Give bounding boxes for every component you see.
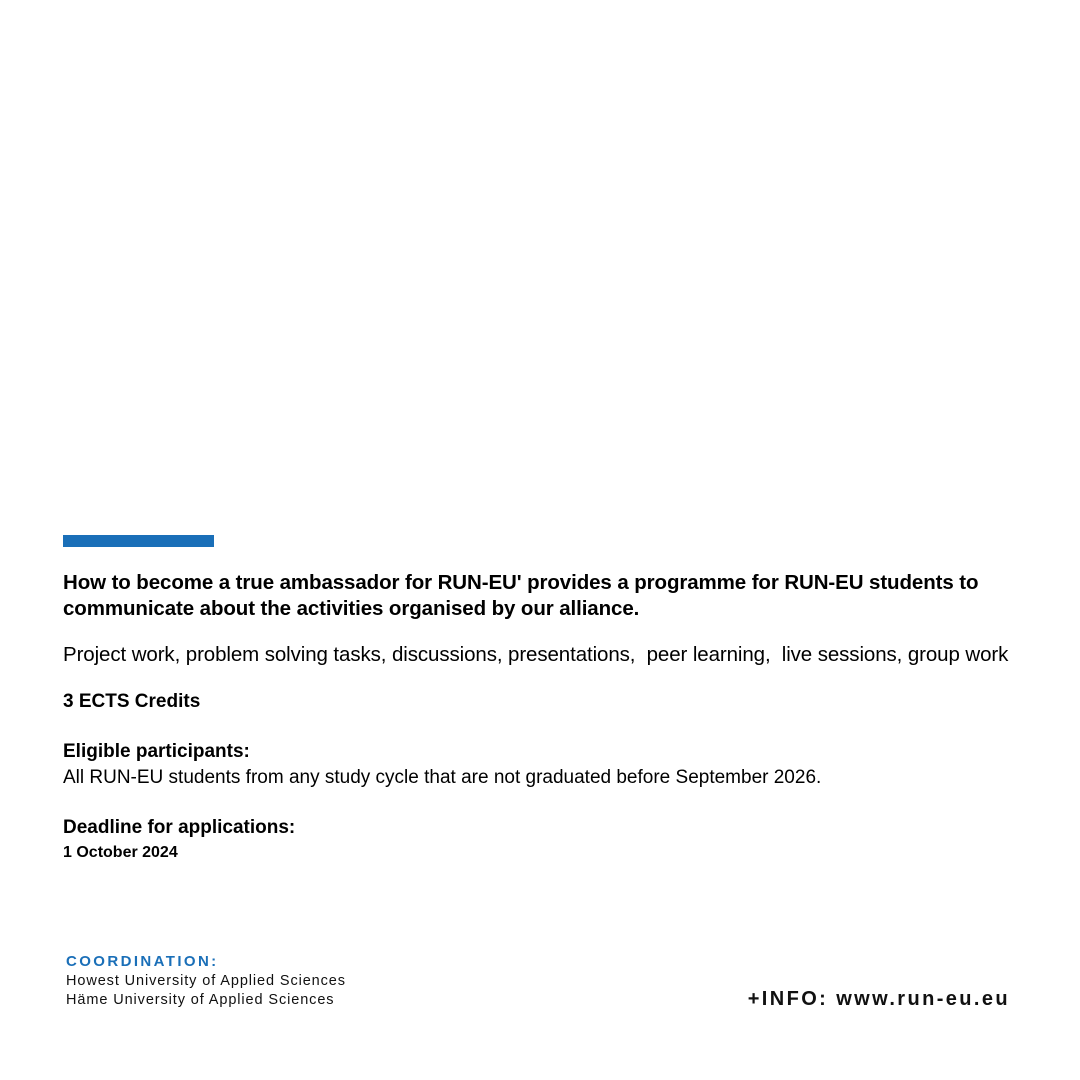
programme-intro: How to become a true ambassador for RUN-EU' provides a programme for RUN-EU students to communicate about the activities organised by our alliance. <box>63 571 979 620</box>
coordination-institution-hame: Häme University of Applied Sciences <box>66 992 335 1008</box>
eligibility-label: Eligible participants: <box>63 741 250 762</box>
eligibility-value: All RUN-EU students from any study cycle that are not graduated before September 2026. <box>63 767 822 788</box>
info-website-link[interactable]: +INFO: www.run-eu.eu <box>747 988 1010 1010</box>
coordination-institution-howest: Howest University of Applied Sciences <box>66 973 346 989</box>
accent-divider-bar <box>63 535 214 547</box>
programme-description <box>63 570 1053 864</box>
coordination-title: COORDINATION: <box>66 953 219 970</box>
deadline-value: 1 October 2024 <box>63 844 178 861</box>
coordination-block <box>66 952 346 1010</box>
deadline-label: Deadline for applications: <box>63 817 296 838</box>
programme-activities: Project work, problem solving tasks, discussions, presentations, peer learning, live sessions, group work <box>63 643 1009 666</box>
ects-credits: 3 ECTS Credits <box>63 691 201 712</box>
